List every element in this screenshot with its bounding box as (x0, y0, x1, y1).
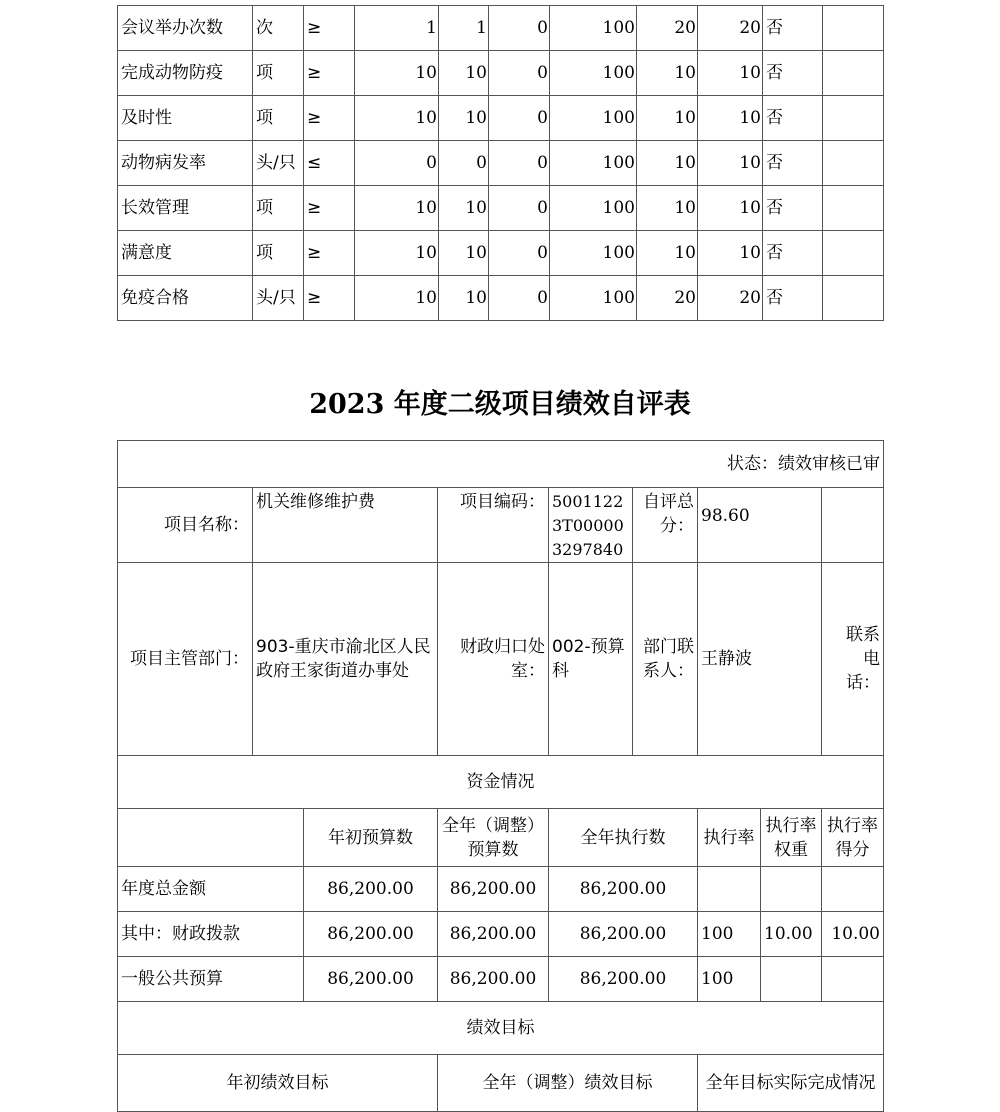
funds-row-score (822, 957, 884, 1002)
indicator-row (118, 186, 884, 231)
funds-row-adjusted: 86,200.00 (438, 867, 549, 912)
goals-initial-label: 年初绩效目标 (118, 1055, 438, 1112)
goals-section-title: 绩效目标 (118, 1002, 884, 1055)
funds-row-rate: 100 (698, 912, 761, 957)
indicator-score: 10 (698, 51, 763, 96)
indicator-target: 10 (355, 186, 439, 231)
indicator-deviation: 0 (489, 141, 550, 186)
funds-header-initial: 年初预算数 (304, 809, 438, 867)
funds-row-score: 10.00 (822, 912, 884, 957)
indicator-score: 10 (698, 96, 763, 141)
funds-row-executed: 86,200.00 (549, 912, 698, 957)
indicator-operator: ≥ (304, 276, 355, 321)
indicator-flag: 否 (763, 276, 823, 321)
indicator-actual: 10 (439, 51, 489, 96)
indicator-score: 10 (698, 186, 763, 231)
funds-header-rate: 执行率 (698, 809, 761, 867)
project-code-value: 50011223T000003297840 (549, 488, 633, 563)
funds-row-adjusted: 86,200.00 (438, 957, 549, 1002)
indicator-score: 10 (698, 141, 763, 186)
status-text: 状态：绩效审核已审 (118, 441, 884, 488)
indicator-name: 动物病发率 (118, 141, 253, 186)
indicator-flag: 否 (763, 231, 823, 276)
funds-row-initial: 86,200.00 (304, 867, 438, 912)
phone-label: 联系电话： (822, 563, 884, 756)
indicator-row (118, 276, 884, 321)
indicator-unit: 项 (253, 186, 304, 231)
indicator-unit: 头/只 (253, 141, 304, 186)
indicator-actual: 1 (439, 6, 489, 51)
funds-row-weight (761, 867, 822, 912)
funds-row-rate: 100 (698, 957, 761, 1002)
indicator-weight: 10 (637, 141, 698, 186)
goals-adjusted-label: 全年（调整）绩效目标 (438, 1055, 698, 1112)
indicator-completion: 100 (550, 186, 637, 231)
indicator-weight: 20 (637, 276, 698, 321)
contact-label: 部门联系人： (633, 563, 698, 756)
project-name-value: 机关维修维护费 (253, 488, 438, 563)
indicator-flag: 否 (763, 186, 823, 231)
indicator-deviation: 0 (489, 186, 550, 231)
page-title: 2023 年度二级项目绩效自评表 (309, 389, 691, 420)
indicator-name: 满意度 (118, 231, 253, 276)
indicator-score: 10 (698, 231, 763, 276)
indicator-weight: 10 (637, 186, 698, 231)
funds-row-executed: 86,200.00 (549, 867, 698, 912)
indicator-flag: 否 (763, 6, 823, 51)
indicator-operator: ≥ (304, 231, 355, 276)
indicator-target: 10 (355, 231, 439, 276)
funds-row-adjusted: 86,200.00 (438, 912, 549, 957)
indicator-deviation: 0 (489, 276, 550, 321)
indicator-unit: 项 (253, 51, 304, 96)
indicator-weight: 20 (637, 6, 698, 51)
indicator-row (118, 51, 884, 96)
indicator-remark (823, 231, 884, 276)
indicator-weight: 10 (637, 51, 698, 96)
contact-value: 王静波 (698, 563, 822, 756)
indicator-deviation: 0 (489, 51, 550, 96)
indicator-flag: 否 (763, 141, 823, 186)
indicator-actual: 0 (439, 141, 489, 186)
indicator-unit: 头/只 (253, 276, 304, 321)
indicator-remark (823, 6, 884, 51)
indicator-completion: 100 (550, 231, 637, 276)
funds-row-initial: 86,200.00 (304, 957, 438, 1002)
self-score-value: 98.60 (698, 488, 822, 563)
finance-value: 002-预算科 (549, 563, 633, 756)
funds-header-executed: 全年执行数 (549, 809, 698, 867)
indicator-actual: 10 (439, 96, 489, 141)
indicator-name: 完成动物防疫 (118, 51, 253, 96)
funds-row-label: 其中：财政拨款 (118, 912, 304, 957)
funds-row-rate (698, 867, 761, 912)
indicator-deviation: 0 (489, 96, 550, 141)
indicator-remark (823, 51, 884, 96)
self-score-label: 自评总分： (633, 488, 698, 563)
indicator-operator: ≤ (304, 141, 355, 186)
indicator-operator: ≥ (304, 6, 355, 51)
indicator-operator: ≥ (304, 96, 355, 141)
funds-row-weight: 10.00 (761, 912, 822, 957)
evaluation-table (117, 440, 884, 1112)
funds-row-weight (761, 957, 822, 1002)
funds-row-executed: 86,200.00 (549, 957, 698, 1002)
indicator-target: 10 (355, 276, 439, 321)
funds-row-label: 年度总金额 (118, 867, 304, 912)
indicator-target: 10 (355, 96, 439, 141)
indicator-actual: 10 (439, 186, 489, 231)
indicator-actual: 10 (439, 276, 489, 321)
goals-actual-label: 全年目标实际完成情况 (698, 1055, 884, 1112)
indicator-operator: ≥ (304, 51, 355, 96)
indicator-completion: 100 (550, 51, 637, 96)
indicator-weight: 10 (637, 96, 698, 141)
indicator-target: 10 (355, 51, 439, 96)
dept-label: 项目主管部门： (118, 563, 253, 756)
indicator-flag: 否 (763, 51, 823, 96)
indicator-target: 1 (355, 6, 439, 51)
indicator-row (118, 141, 884, 186)
funds-header-blank (118, 809, 304, 867)
indicator-name: 免疫合格 (118, 276, 253, 321)
project-code-label: 项目编码： (438, 488, 549, 563)
indicator-row (118, 6, 884, 51)
empty-cell (822, 488, 884, 563)
indicator-row (118, 231, 884, 276)
indicator-remark (823, 186, 884, 231)
indicator-completion: 100 (550, 141, 637, 186)
indicator-completion: 100 (550, 6, 637, 51)
indicator-unit: 项 (253, 231, 304, 276)
indicator-target: 0 (355, 141, 439, 186)
indicator-name: 及时性 (118, 96, 253, 141)
funds-row-label: 一般公共预算 (118, 957, 304, 1002)
indicator-table (117, 5, 884, 321)
indicator-unit: 次 (253, 6, 304, 51)
indicator-remark (823, 141, 884, 186)
funds-header-adjusted: 全年（调整）预算数 (438, 809, 549, 867)
indicator-completion: 100 (550, 96, 637, 141)
funds-header-score: 执行率得分 (822, 809, 884, 867)
indicator-weight: 10 (637, 231, 698, 276)
dept-value: 903-重庆市渝北区人民政府王家街道办事处 (253, 563, 438, 756)
funds-row-initial: 86,200.00 (304, 912, 438, 957)
indicator-deviation: 0 (489, 231, 550, 276)
indicator-operator: ≥ (304, 186, 355, 231)
funds-section-title: 资金情况 (118, 756, 884, 809)
funds-row-score (822, 867, 884, 912)
indicator-name: 长效管理 (118, 186, 253, 231)
indicator-remark (823, 276, 884, 321)
indicator-row (118, 96, 884, 141)
indicator-unit: 项 (253, 96, 304, 141)
indicator-deviation: 0 (489, 6, 550, 51)
indicator-score: 20 (698, 6, 763, 51)
indicator-remark (823, 96, 884, 141)
finance-label: 财政归口处室： (438, 563, 549, 756)
project-name-label: 项目名称： (118, 488, 253, 563)
funds-header-weight: 执行率权重 (761, 809, 822, 867)
indicator-flag: 否 (763, 96, 823, 141)
indicator-score: 20 (698, 276, 763, 321)
indicator-actual: 10 (439, 231, 489, 276)
indicator-completion: 100 (550, 276, 637, 321)
indicator-name: 会议举办次数 (118, 6, 253, 51)
